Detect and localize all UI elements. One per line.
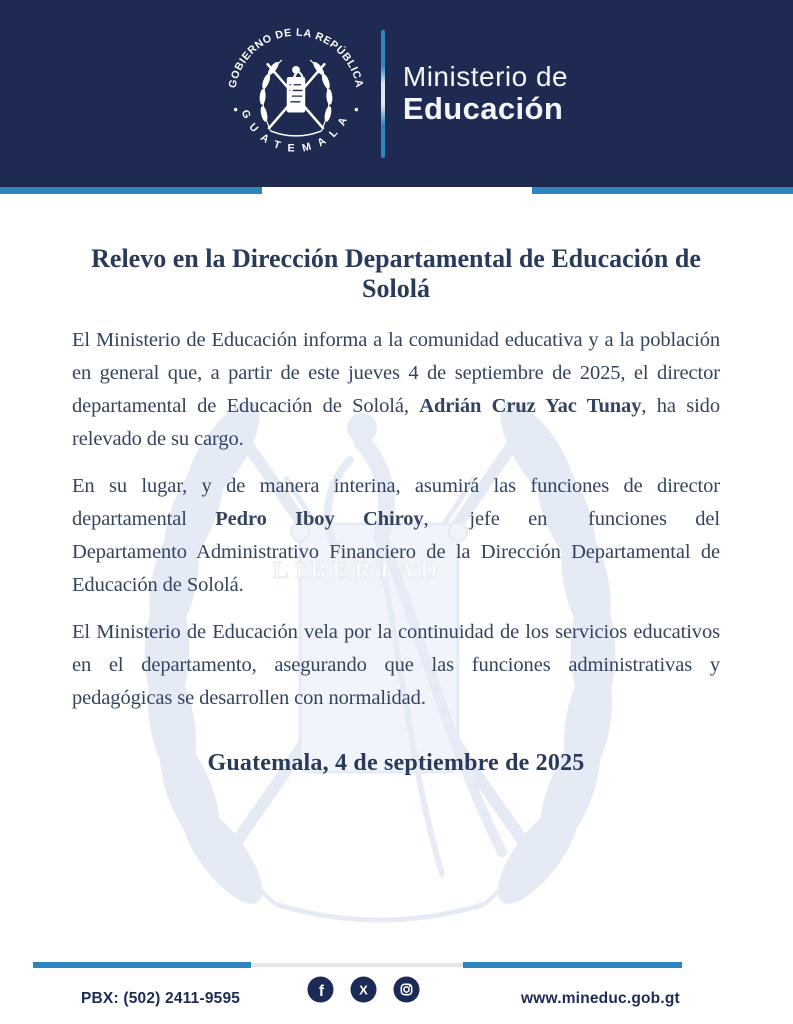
header-accent-line xyxy=(0,187,793,194)
footer-accent-line xyxy=(0,962,793,968)
dateline: Guatemala, 4 de septiembre de 2025 xyxy=(207,750,585,776)
press-release-paragraph-1 xyxy=(72,324,720,456)
seal-bottom-text: GUATEMALA xyxy=(238,107,354,155)
svg-text:GUATEMALA xyxy=(238,107,353,154)
press-release-body xyxy=(0,244,793,780)
press-release-title: Relevo en la Dirección Departamental de Educación de Sololá xyxy=(91,244,701,303)
paragraph-text: En su lugar, y de manera interina, asumirá las funciones de director departamental xyxy=(72,475,720,530)
footer-line-left xyxy=(33,962,251,968)
facebook-icon[interactable] xyxy=(307,976,334,1003)
instagram-icon[interactable] xyxy=(393,976,420,1003)
paragraph-text: El Ministerio de Educación vela por la continuidad de los servicios educativos en el departamento, asegurando que las funciones administrativas y pedagógicas se desarrollen con normalidad. xyxy=(72,621,720,709)
press-release-paragraph-3 xyxy=(72,616,720,715)
footer-line-right xyxy=(463,962,682,968)
footer-website[interactable]: www.mineduc.gob.gt xyxy=(521,990,680,1007)
press-release-paragraph-2 xyxy=(72,470,720,602)
seal-coat-of-arms xyxy=(263,59,330,135)
paragraph-text: El Ministerio de Educación informa a la comunidad educativa y a la población en general que, a partir de este jueves 4 de septiembre de 2025, el director departamental de Educación de Sololá, xyxy=(72,329,720,417)
paragraph-text: , ha sido relevado de su cargo. xyxy=(72,395,720,450)
seal-left-dot xyxy=(234,107,237,110)
header-accent-line-gap xyxy=(262,187,532,194)
svg-text:X: X xyxy=(359,982,368,998)
seal-top-text: GOBIERNO DE LA REPÚBLICA xyxy=(226,26,366,89)
government-seal-logo xyxy=(225,23,367,165)
official-name-bold: Pedro Iboy Chiroy xyxy=(215,508,424,530)
seal-right-dot xyxy=(355,107,358,110)
logo-divider xyxy=(381,30,385,158)
official-name-bold: Adrián Cruz Yac Tunay xyxy=(419,395,642,417)
watermark-laurel-base xyxy=(275,904,485,920)
footer-line-center xyxy=(251,963,463,967)
watermark-libertad-text: LIBERTAD xyxy=(272,558,444,584)
paragraph-text: , jefe en funciones del Departamento Administrativo Financiero de la Dirección Departamental de Educación de Sololá. xyxy=(72,508,720,596)
svg-text:f: f xyxy=(318,982,325,1000)
footer-phone: PBX: (502) 2411-9595 xyxy=(81,990,241,1007)
ministry-wordmark xyxy=(403,62,568,126)
ministry-wordmark-line1: Ministerio de xyxy=(402,60,569,92)
ministry-wordmark-line2: Educación xyxy=(402,90,564,126)
x-icon[interactable] xyxy=(350,976,377,1003)
header-banner xyxy=(0,0,793,187)
footer-social-icons xyxy=(307,976,420,1003)
